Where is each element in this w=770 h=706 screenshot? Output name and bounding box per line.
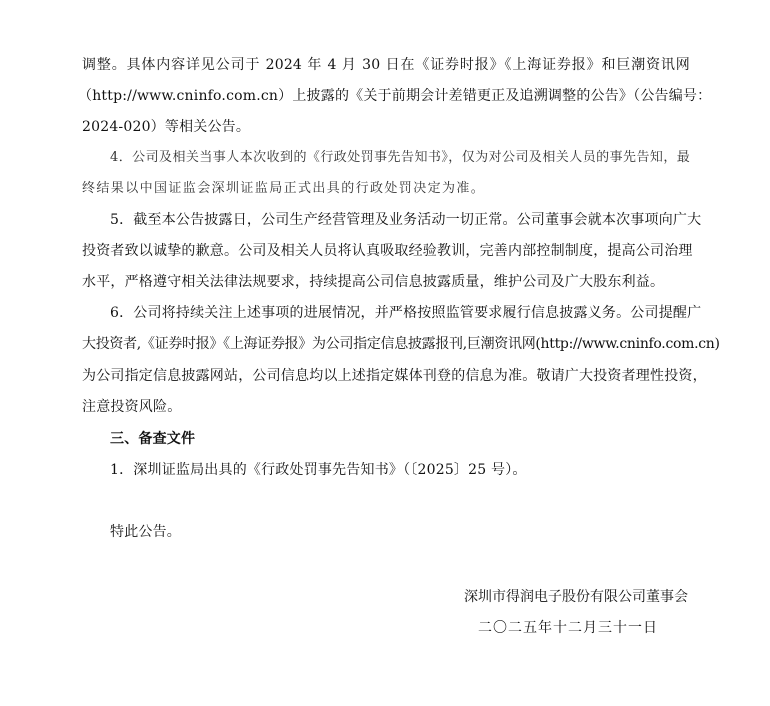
item6-line-3: 为公司指定信息披露网站，公司信息均以上述指定媒体刊登的信息为准。敬请广大投资者理性投资，	[82, 368, 707, 384]
item6-line-1: 6．公司将持续关注上述事项的进展情况，并严格按照监管要求履行信息披露义务。公司提醒广	[110, 305, 702, 321]
item4-line-2: 终结果以中国证监会深圳证监局正式出具的行政处罚决定为准。	[82, 181, 486, 196]
signature-date: 二〇二五年十二月三十一日	[478, 620, 658, 636]
attachment-item-1: 1．深圳证监局出具的《行政处罚事先告知书》（〔2025〕25 号）。	[110, 462, 527, 478]
item4-line-1: 4．公司及相关当事人本次收到的《行政处罚事先告知书》，仅为对公司及相关人员的事先告知，最	[110, 150, 690, 165]
closing-text: 特此公告。	[110, 524, 181, 540]
item6-line-4: 注意投资风险。	[82, 399, 182, 415]
item5-line-1: 5．截至本公告披露日，公司生产经营管理及业务活动一切正常。公司董事会就本次事项向广大	[110, 212, 702, 228]
item6-line-2: 大投资者,《证券时报》《上海证券报》为公司指定信息披露报刊,巨潮资讯网(http://www.cninfo.com.cn)	[82, 336, 720, 352]
para3-line-1: 调整。具体内容详见公司于 2024 年 4 月 30 日在《证券时报》《上海证券报》和巨潮资讯网	[82, 57, 690, 73]
signature-company: 深圳市得润电子股份有限公司董事会	[464, 589, 688, 605]
item5-line-3: 水平，严格遵守相关法律法规要求，持续提高公司信息披露质量，维护公司及广大股东利益。	[82, 274, 665, 290]
para3-line-3: 2024-020）等相关公告。	[82, 119, 251, 135]
item5-line-2: 投资者致以诚挚的歉意。公司及相关人员将认真吸取经验教训，完善内部控制制度，提高公司治理	[82, 243, 693, 259]
section-heading-attachments: 三、备查文件	[110, 431, 196, 447]
para3-line-2: （http://www.cninfo.com.cn）上披露的《关于前期会计差错更正及追溯调整的公告》（公告编号：	[78, 88, 712, 104]
